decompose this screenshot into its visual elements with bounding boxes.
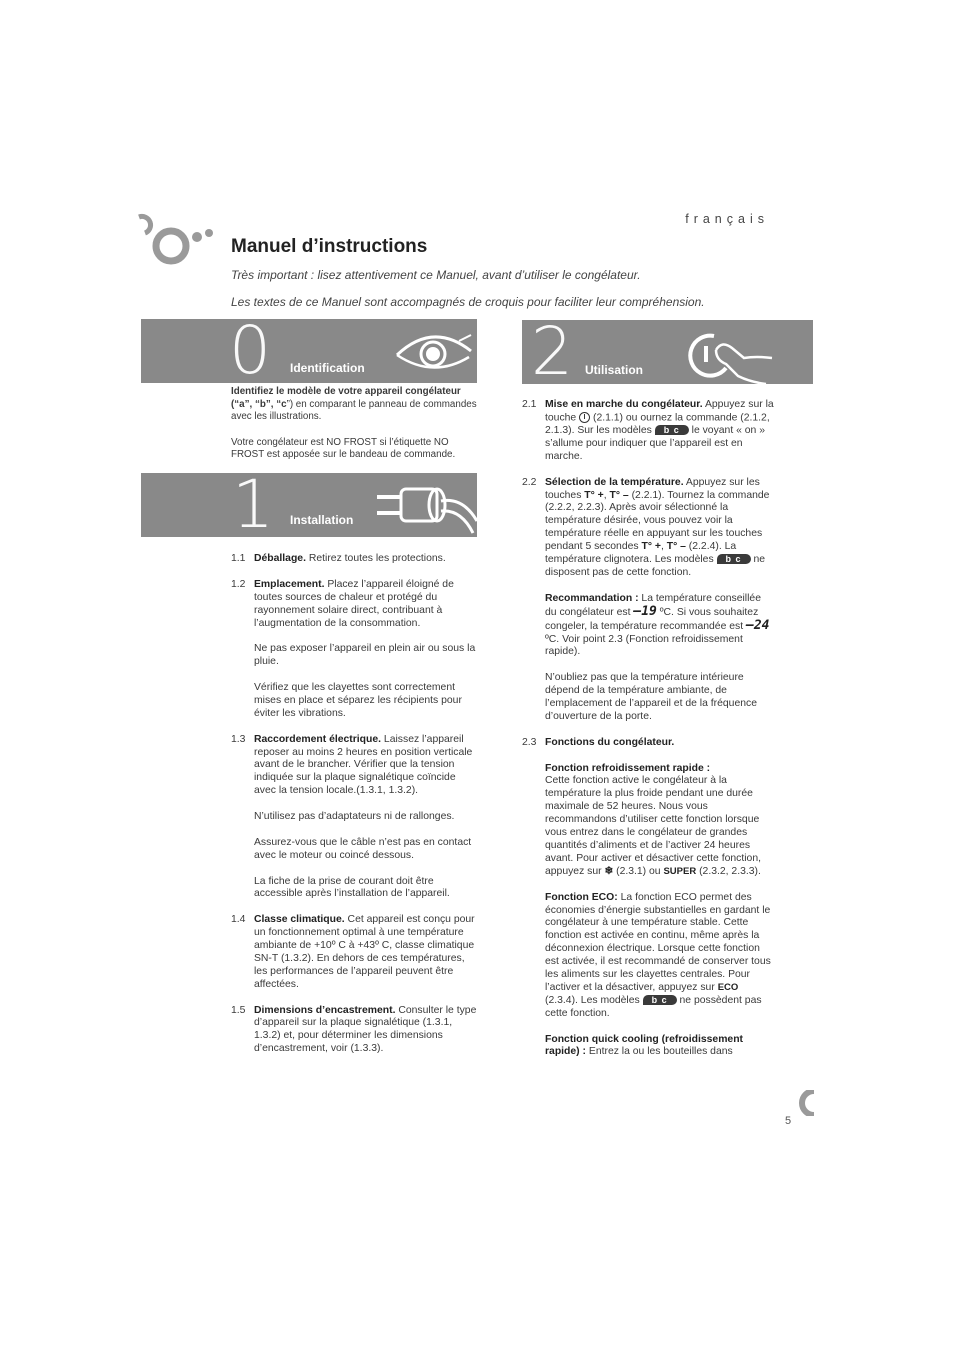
- section-1-3: 1.3 Raccordement électrique. Laissez l’appareil reposer au moins 2 heures en position verticale avant de le brancher. Vérifier que la tension indiquée sur la plaque signalétique coïncide avec la tension locale.(1.3.1, 1.3.2). N’utilisez pas d’adaptateurs ni de rallonges. Assurez-vous que le câble n’est pas en contact avec le moteur ou coincé dessous. La fiche de la prise de courant doit être accessible après l’installation de l’appareil.: [231, 733, 473, 900]
- reminder-paragraph: N’oubliez pas que la température intérieure dépend de la température ambiante, de l’emplacement de l’appareil et de la fréquence d’ouverture de la porte.: [545, 672, 757, 722]
- quick-cooling-paragraph: Fonction quick cooling (refroidissement rapide) : Entrez la ou les bouteilles dans: [545, 1033, 744, 1058]
- intro-note: Les textes de ce Manuel sont accompagnés de croquis pour faciliter leur compréhension.: [231, 295, 705, 309]
- page-title: Manuel d’instructions: [231, 236, 428, 257]
- section-2-2: 2.2 Sélection de la température. Appuyez sur les touches T° +, T° – (2.2.1). Tournez la commande (2.2.2, 2.2.3). Après avoir sélectionné la température désirée, vous pouvez voir la température réelle en appuyant sur les touches pendant 5 secondes T° +, T° – (2.2.4). La température clignotera. Les modèles b c ne disposent pas de cette fonction. Recommandation : La température conseillée du congélateur est –19 ºC. Si vous souhaitez congeler, la température recommandée est –24 ºC. Voir point 2.3 (Fonction refroidissement rapide). N’oubliez pas que la température intérieure dépend de la température ambiante, de l’emplacement de l’appareil et de la fréquence d’ouverture de la porte.: [522, 477, 774, 724]
- utilisation-column: [522, 399, 774, 1059]
- temp-plus-key: T° +: [584, 489, 604, 501]
- eco-paragraph: Fonction ECO: La fonction ECO permet des économies d’énergie substantielles en gardant le congélateur à une température stable. Cette fonction est activée en continu, même après la déconnexion électrique. Lorsque cette fonction est activée, il est recommandé de conserver tous les aliments sur les clayettes centrales. Pour l’activer et la désactiver, appuyez sur ECO (2.3.4). Les modèles b c ne possèdent pas cette fonction.: [545, 891, 771, 1019]
- section-1-2: 1.2 Emplacement. Placez l’appareil éloigné de toutes sources de chaleur et protégé du rayonnement solaire direct, contribuant à l’augmentation de la consommation. Ne pas exposer l’appareil en plein air ou sous la pluie. Vérifiez que les clayettes sont correctement mises en place et séparez les récipients pour éviter les vibrations.: [231, 578, 476, 719]
- section-band-identification: [141, 319, 477, 383]
- section-label: Identification: [290, 361, 365, 375]
- identification-paragraph: Identifiez le modèle de votre appareil congélateur (“a”, “b”, “c”) en comparant le panneau de commandes avec les illustrations.: [231, 386, 477, 423]
- display-minus-24: –24: [746, 617, 770, 633]
- power-button-icon: [579, 412, 590, 423]
- eye-icon: [393, 327, 475, 373]
- installation-column: [231, 553, 479, 1056]
- section-label: Utilisation: [585, 363, 644, 377]
- eco-key: ECO: [717, 981, 739, 993]
- section-2-1: 2.1 Mise en marche du congélateur. Appuyez sur la touche (2.1.1) ou ournez la commande (2.1.2, 2.1.3). Sur les modèles b c le voyant « on » s’allume pour indiquer que l’appareil est en marche.: [522, 399, 774, 462]
- section-1-4: 1.4 Classe climatique. Cet appareil est conçu pour un fonctionnement optimal à une température ambiante de +10º C à +43º C, classe climatique SN-T (1.3.2). En dehors de ces températures, les performances de l’appareil peuvent être affectées.: [231, 914, 475, 990]
- display-minus-19: –19: [633, 603, 657, 619]
- temp-minus-key: T° –: [609, 489, 629, 501]
- section-number: 0: [229, 319, 271, 383]
- no-frost-paragraph: Votre congélateur est NO FROST si l’étiquette NO FROST est apposée sur le bandeau de commande.: [231, 436, 456, 461]
- section-label: Installation: [290, 513, 354, 527]
- model-bc-badge: b c: [643, 995, 677, 1005]
- identification-text: [231, 386, 477, 462]
- language-label: français: [685, 212, 769, 226]
- section-number: 2: [531, 320, 573, 384]
- brand-circle-icon: [792, 1090, 814, 1116]
- section-band-utilisation: [522, 320, 813, 384]
- super-key: SUPER: [663, 865, 697, 877]
- section-1-1: 1.1 Déballage. Retirez toutes les protections.: [231, 553, 446, 564]
- recommendation-paragraph: Recommandation : La température conseillée du congélateur est –19 ºC. Si vous souhaitez congeler, la température recommandée est –24 ºC. Voir point 2.3 (Fonction refroidissement rapide).: [545, 592, 770, 658]
- power-plug-icon: [371, 479, 477, 537]
- model-bc-badge: b c: [717, 554, 751, 564]
- snowflake-icon: ❄: [604, 865, 614, 877]
- section-1-5: 1.5 Dimensions d’encastrement. Consulter le type d’appareil sur la plaque signalétique (1.3.1, 1.3.2) et, pour déterminer les dimensions d’encastrement, voir (1.3.3).: [231, 1004, 477, 1055]
- section-2-3: 2.3 Fonctions du congélateur. Fonction refroidissement rapide : Cette fonction active le congélateur à la température la plus froide pendant une durée maximale de 52 heures. Nous vous recommandons d’utiliser cette fonction lorsque vous entrez dans le congélateur de grandes quantités d’aliments et de l’activer 24 heures avant. Pour activer et désactiver cette fonction, appuyez sur ❄ (2.3.1) ou SUPER (2.3.2, 2.3.3). Fonction ECO: La fonction ECO permet des économies d’énergie substantielles en gardant le congélateur à une température stable. Cette fonction est activée en continu, même après la déconnexion électrique. Lorsque cette fonction est activée, il est recommandé de conserver tous les aliments sur les clayettes centrales. Pour l’activer et la désactiver, appuyez sur ECO (2.3.4). Les modèles b c ne possèdent pas cette fonction. Fonction quick cooling (refroidissement rapide) : Entrez la ou les bouteilles dans: [522, 737, 774, 1060]
- section-number: 1: [232, 473, 274, 537]
- page-number: 5: [785, 1115, 792, 1127]
- section-band-installation: [141, 473, 477, 537]
- brand-circles-icon: [136, 213, 216, 269]
- finger-press-button-icon: [686, 328, 778, 384]
- intro-warning: Très important : lisez attentivement ce Manuel, avant d’utiliser le congélateur.: [231, 268, 641, 282]
- quick-freeze-paragraph: Cette fonction active le congélateur à la température la plus froide pendant une durée maximale de 52 heures. Nous vous recommandons d’utiliser cette fonction lorsque vous entrez dans le congélateur de grandes quantités d’aliments et de l’activer 24 heures avant. Pour activer et désactiver cette fonction, appuyez sur ❄ (2.3.1) ou SUPER (2.3.2, 2.3.3).: [545, 775, 762, 877]
- model-bc-badge: b c: [655, 425, 689, 435]
